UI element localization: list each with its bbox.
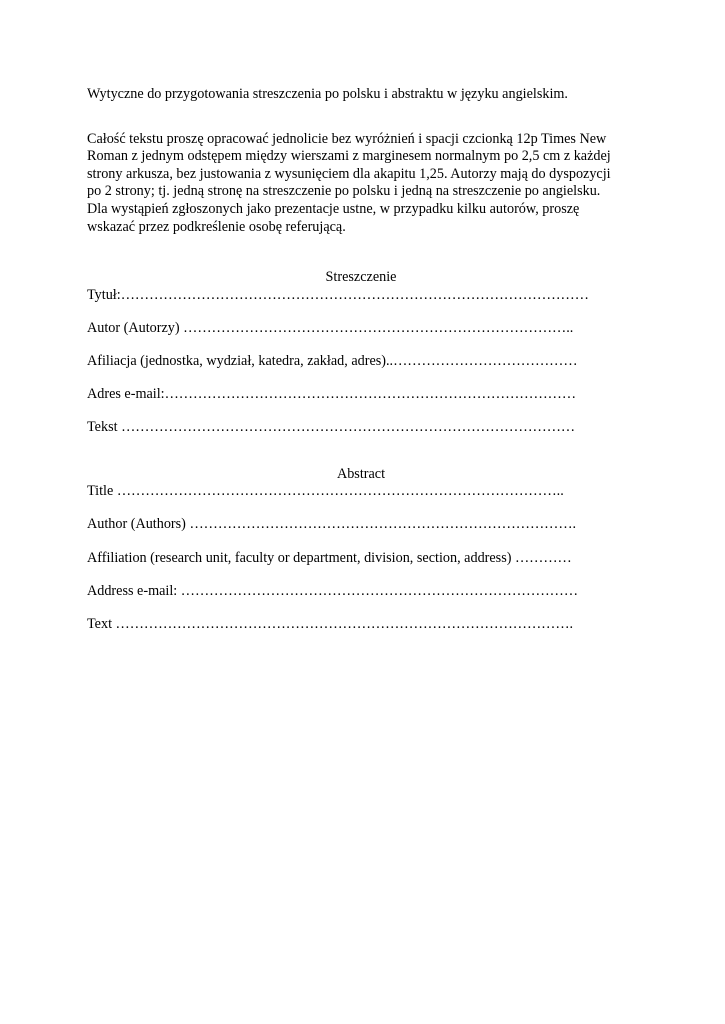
instructions-paragraph xyxy=(87,131,647,237)
instruction-line: Roman z jednym odstępem między wierszami z marginesem normalnym po 2,5 cm z każdej xyxy=(87,148,611,165)
instruction-line: Dla wystąpień zgłoszonych jako prezentacje ustne, w przypadku kilku autorów, proszę xyxy=(87,200,580,217)
field-title: Title ………………………………………………………………………………….. xyxy=(87,483,564,500)
abstract-title: Abstract xyxy=(336,465,386,482)
document-heading: Wytyczne do przygotowania streszczenia po polsku i abstraktu w języku angielskim. xyxy=(87,86,568,102)
field-tekst: Tekst …………………………………………………………………………………… xyxy=(87,419,576,436)
instruction-line: po 2 strony; tj. jedną stronę na streszczenie po polsku i jedną na streszczenie po angielsku. xyxy=(87,183,601,200)
instruction-line: strony arkusza, bez justowania z wysunięciem dla akapitu 1,25. Autorzy mają do dyspozycji xyxy=(87,165,611,182)
streszczenie-title: Streszczenie xyxy=(325,269,397,286)
field-affiliation: Affiliation (research unit, faculty or department, division, section, address) ………… xyxy=(87,549,572,566)
field-tytul: Tytuł:……………………………………………………………………………………… xyxy=(87,286,589,303)
instruction-line: Całość tekstu proszę opracować jednolicie bez wyróżnień i spacji czcionką 12p Times New xyxy=(87,130,607,147)
field-adres-email: Adres e-mail:…………………………………………………………………………… xyxy=(87,386,577,403)
field-address-email: Address e-mail: ………………………………………………………………………… xyxy=(87,582,579,599)
instruction-line: wskazać przez podkreślenie osobę referującą. xyxy=(87,218,346,235)
streszczenie-section xyxy=(87,269,647,437)
field-text: Text ……………………………………………………………………………………. xyxy=(87,615,574,632)
abstract-section xyxy=(87,466,647,634)
field-autor: Autor (Autorzy) ……………………………………………………………………….. xyxy=(87,319,574,336)
field-author: Author (Authors) ………………………………………………………………………. xyxy=(87,516,577,533)
document-body xyxy=(87,86,647,633)
field-afiliacja: Afiliacja (jednostka, wydział, katedra, zakład, adres)..………………………………… xyxy=(87,352,578,369)
